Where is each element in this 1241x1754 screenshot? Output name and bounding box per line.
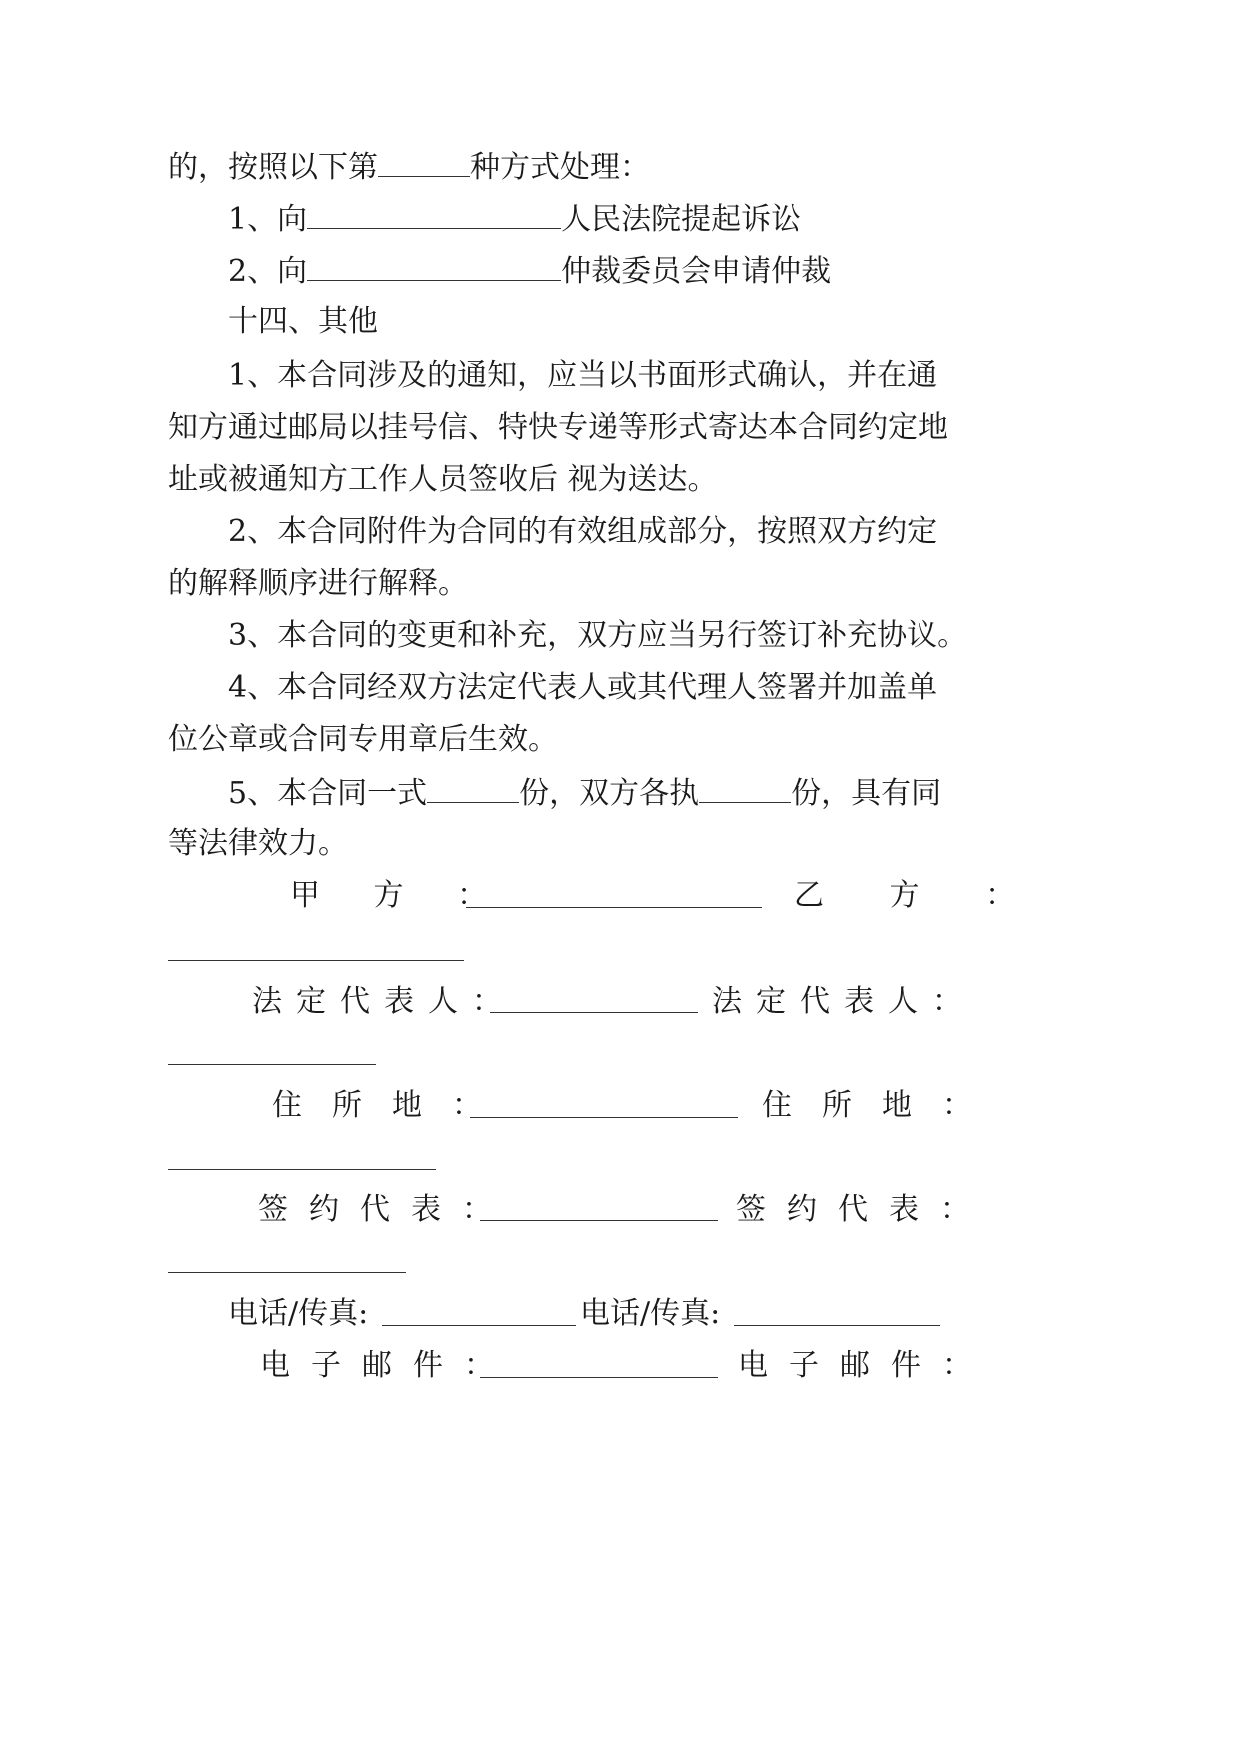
court-name-blank[interactable] [307, 198, 561, 229]
clause13-intro-text-a: 的，按照以下第 [168, 150, 378, 185]
legal-rep-b-label: 法定代表人： [712, 984, 976, 1019]
clause13-intro-text-b: 种方式处理： [470, 150, 650, 185]
email-a-blank[interactable] [480, 1377, 718, 1378]
phone-fax-b-blank[interactable] [734, 1325, 940, 1326]
clause14-item1-line3: 址或被通知方工作人员签收后 视为送达。 [168, 462, 718, 497]
address-a-blank[interactable] [470, 1117, 738, 1118]
address-b-blank[interactable] [168, 1169, 436, 1170]
clause14-item3: 3、本合同的变更和补充，双方应当另行签订补充协议。 [228, 618, 968, 653]
clause14-item2-line2: 的解释顺序进行解释。 [168, 566, 468, 601]
email-b-label: 电子邮件： [738, 1348, 993, 1383]
method-number-blank[interactable] [378, 146, 470, 177]
clause14-item4-line1: 4、本合同经双方法定代表人或其代理人签署并加盖单 [228, 670, 938, 705]
phone-fax-a-label: 电话/传真: [228, 1296, 369, 1331]
clause14-item4-line2: 位公章或合同专用章后生效。 [168, 722, 558, 757]
clause13-option2 [228, 250, 831, 292]
party-b-label: 乙 方 ： [794, 878, 1044, 913]
party-a-label: 甲 方 ： [290, 878, 510, 913]
party-b-blank[interactable] [168, 960, 464, 961]
item5-text-a: 5、本合同一式 [228, 776, 428, 811]
option2-prefix: 2、向 [228, 254, 308, 289]
arbitration-name-blank[interactable] [307, 250, 561, 281]
address-a-label: 住所地： [272, 1088, 512, 1123]
item5-text-b: 份，双方各执 [519, 776, 700, 811]
signing-rep-b-blank[interactable] [168, 1272, 406, 1273]
item5-text-c: 份，具有同 [791, 776, 942, 811]
email-a-label: 电子邮件： [260, 1348, 515, 1383]
option1-suffix: 人民法院提起诉讼 [561, 202, 802, 237]
clause13-option1 [228, 198, 801, 240]
copies-each-blank[interactable] [699, 772, 791, 803]
legal-rep-a-label: 法定代表人： [252, 984, 516, 1019]
phone-fax-b-label: 电话/传真: [580, 1296, 721, 1331]
signing-rep-a-blank[interactable] [480, 1220, 718, 1221]
signing-rep-a-label: 签约代表： [258, 1192, 513, 1227]
legal-rep-b-blank[interactable] [168, 1064, 376, 1065]
option2-suffix: 仲裁委员会申请仲裁 [561, 254, 832, 289]
clause13-intro [168, 146, 650, 188]
clause14-item5-line1 [228, 772, 941, 814]
clause14-item5-line2: 等法律效力。 [168, 826, 348, 861]
clause14-heading: 十四、其他 [228, 304, 378, 339]
phone-fax-a-blank[interactable] [382, 1325, 576, 1326]
legal-rep-a-blank[interactable] [490, 1012, 698, 1013]
clause14-item1-line1: 1、本合同涉及的通知，应当以书面形式确认，并在通 [228, 358, 938, 393]
address-b-label: 住所地： [762, 1088, 1002, 1123]
clause14-item1-line2: 知方通过邮局以挂号信、特快专递等形式寄达本合同约定地 [168, 410, 948, 445]
option1-prefix: 1、向 [228, 202, 308, 237]
clause14-item2-line1: 2、本合同附件为合同的有效组成部分，按照双方约定 [228, 514, 938, 549]
party-a-blank[interactable] [466, 907, 762, 908]
signing-rep-b-label: 签约代表： [736, 1192, 991, 1227]
copies-total-blank[interactable] [427, 772, 519, 803]
